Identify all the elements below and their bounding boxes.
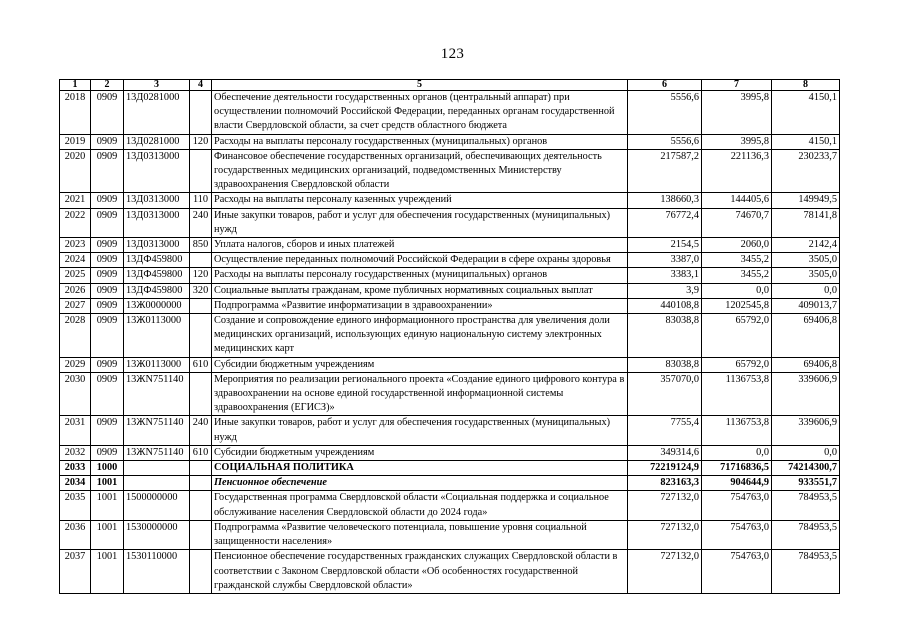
expense-type-cell bbox=[190, 476, 212, 491]
row-number-cell: 2033 bbox=[60, 461, 91, 476]
amount-cell: 933551,7 bbox=[772, 476, 840, 491]
amount-cell: 784953,5 bbox=[772, 520, 840, 549]
amount-cell: 72219124,9 bbox=[628, 461, 702, 476]
table-row bbox=[60, 357, 840, 372]
amount-cell: 357070,0 bbox=[628, 372, 702, 416]
article-code-cell: 1530000000 bbox=[124, 520, 190, 549]
row-number-cell: 2037 bbox=[60, 550, 91, 594]
article-code-cell: 13Д0281000 bbox=[124, 134, 190, 149]
amount-cell: 1136753,8 bbox=[702, 416, 772, 445]
table-row bbox=[60, 491, 840, 520]
item-name-cell: Социальные выплаты гражданам, кроме публичных нормативных социальных выплат bbox=[212, 283, 628, 298]
amount-cell: 727132,0 bbox=[628, 520, 702, 549]
column-header: 8 bbox=[772, 80, 840, 91]
amount-cell: 3,9 bbox=[628, 283, 702, 298]
section-code-cell: 0909 bbox=[91, 283, 124, 298]
amount-cell: 2142,4 bbox=[772, 238, 840, 253]
article-code-cell: 13ДФ459800 bbox=[124, 268, 190, 283]
amount-cell: 823163,3 bbox=[628, 476, 702, 491]
amount-cell: 3383,1 bbox=[628, 268, 702, 283]
row-number-cell: 2028 bbox=[60, 314, 91, 358]
amount-cell: 339606,9 bbox=[772, 372, 840, 416]
article-code-cell: 13Ж0113000 bbox=[124, 314, 190, 358]
item-name-cell: СОЦИАЛЬНАЯ ПОЛИТИКА bbox=[212, 461, 628, 476]
article-code-cell bbox=[124, 461, 190, 476]
amount-cell: 784953,5 bbox=[772, 550, 840, 594]
row-number-cell: 2024 bbox=[60, 253, 91, 268]
page-number: 123 bbox=[440, 46, 465, 62]
table-row bbox=[60, 298, 840, 313]
row-number-cell: 2030 bbox=[60, 372, 91, 416]
table-header-row bbox=[60, 80, 840, 91]
amount-cell: 339606,9 bbox=[772, 416, 840, 445]
article-code-cell: 13ЖN751140 bbox=[124, 416, 190, 445]
section-code-cell: 0909 bbox=[91, 314, 124, 358]
amount-cell: 5556,6 bbox=[628, 91, 702, 135]
expense-type-cell bbox=[190, 461, 212, 476]
expense-type-cell: 850 bbox=[190, 238, 212, 253]
table-row bbox=[60, 193, 840, 208]
amount-cell: 138660,3 bbox=[628, 193, 702, 208]
amount-cell: 3995,8 bbox=[702, 91, 772, 135]
table-body bbox=[60, 91, 840, 594]
section-code-cell: 0909 bbox=[91, 445, 124, 460]
amount-cell: 149949,5 bbox=[772, 193, 840, 208]
article-code-cell: 13Д0313000 bbox=[124, 238, 190, 253]
row-number-cell: 2031 bbox=[60, 416, 91, 445]
amount-cell: 3505,0 bbox=[772, 253, 840, 268]
amount-cell: 144405,6 bbox=[702, 193, 772, 208]
table-row bbox=[60, 445, 840, 460]
section-code-cell: 0909 bbox=[91, 416, 124, 445]
amount-cell: 0,0 bbox=[772, 283, 840, 298]
item-name-cell: Расходы на выплаты персоналу казенных учреждений bbox=[212, 193, 628, 208]
amount-cell: 754763,0 bbox=[702, 491, 772, 520]
article-code-cell: 13ДФ459800 bbox=[124, 253, 190, 268]
item-name-cell: Создание и сопровождение единого информационного пространства для увеличения доли медицинских организаций, использующих единую национальную систему электронных медицинских карт bbox=[212, 314, 628, 358]
item-name-cell: Мероприятия по реализации регионального проекта «Создание единого цифрового контура в здравоохранении на основе единой государственной информационной системы здравоохранения (ЕГИСЗ)» bbox=[212, 372, 628, 416]
item-name-cell: Государственная программа Свердловской области «Социальная поддержка и социальное обслуживание населения Свердловской области до 2024 года» bbox=[212, 491, 628, 520]
amount-cell: 349314,6 bbox=[628, 445, 702, 460]
column-header: 2 bbox=[91, 80, 124, 91]
expense-type-cell: 240 bbox=[190, 208, 212, 237]
row-number-cell: 2025 bbox=[60, 268, 91, 283]
amount-cell: 74214300,7 bbox=[772, 461, 840, 476]
amount-cell: 5556,6 bbox=[628, 134, 702, 149]
expense-type-cell bbox=[190, 550, 212, 594]
expense-type-cell bbox=[190, 298, 212, 313]
table-row bbox=[60, 208, 840, 237]
row-number-cell: 2034 bbox=[60, 476, 91, 491]
amount-cell: 904644,9 bbox=[702, 476, 772, 491]
amount-cell: 3505,0 bbox=[772, 268, 840, 283]
amount-cell: 754763,0 bbox=[702, 550, 772, 594]
item-name-cell: Субсидии бюджетным учреждениям bbox=[212, 445, 628, 460]
article-code-cell: 13Ж0113000 bbox=[124, 357, 190, 372]
article-code-cell: 13ДФ459800 bbox=[124, 283, 190, 298]
row-number-cell: 2021 bbox=[60, 193, 91, 208]
table-row bbox=[60, 314, 840, 358]
expense-type-cell bbox=[190, 253, 212, 268]
article-code-cell bbox=[124, 476, 190, 491]
row-number-cell: 2027 bbox=[60, 298, 91, 313]
item-name-cell: Финансовое обеспечение государственных организаций, обеспечивающих деятельность государственных медицинских организаций, подведомственных Министерству здравоохранения Свердловской области bbox=[212, 149, 628, 193]
amount-cell: 3995,8 bbox=[702, 134, 772, 149]
amount-cell: 76772,4 bbox=[628, 208, 702, 237]
item-name-cell: Субсидии бюджетным учреждениям bbox=[212, 357, 628, 372]
article-code-cell: 13Д0281000 bbox=[124, 91, 190, 135]
amount-cell: 409013,7 bbox=[772, 298, 840, 313]
item-name-cell: Иные закупки товаров, работ и услуг для обеспечения государственных (муниципальных) нужд bbox=[212, 416, 628, 445]
column-header: 5 bbox=[212, 80, 628, 91]
column-header: 4 bbox=[190, 80, 212, 91]
table-row bbox=[60, 372, 840, 416]
row-number-cell: 2023 bbox=[60, 238, 91, 253]
section-code-cell: 0909 bbox=[91, 253, 124, 268]
item-name-cell: Пенсионное обеспечение bbox=[212, 476, 628, 491]
expense-type-cell: 240 bbox=[190, 416, 212, 445]
row-number-cell: 2020 bbox=[60, 149, 91, 193]
amount-cell: 3387,0 bbox=[628, 253, 702, 268]
expense-type-cell bbox=[190, 149, 212, 193]
row-number-cell: 2032 bbox=[60, 445, 91, 460]
section-code-cell: 0909 bbox=[91, 372, 124, 416]
item-name-cell: Обеспечение деятельности государственных органов (центральный аппарат) при осуществлении полномочий Российской Федерации, переданных органам государственной власти Свердловской области, за счет средств областного бюджета bbox=[212, 91, 628, 135]
amount-cell: 4150,1 bbox=[772, 134, 840, 149]
section-code-cell: 0909 bbox=[91, 134, 124, 149]
amount-cell: 0,0 bbox=[702, 283, 772, 298]
section-code-cell: 1000 bbox=[91, 461, 124, 476]
amount-cell: 83038,8 bbox=[628, 314, 702, 358]
amount-cell: 727132,0 bbox=[628, 491, 702, 520]
amount-cell: 65792,0 bbox=[702, 357, 772, 372]
article-code-cell: 13Д0313000 bbox=[124, 208, 190, 237]
section-code-cell: 0909 bbox=[91, 91, 124, 135]
expense-type-cell: 320 bbox=[190, 283, 212, 298]
row-number-cell: 2019 bbox=[60, 134, 91, 149]
column-header: 7 bbox=[702, 80, 772, 91]
amount-cell: 78141,8 bbox=[772, 208, 840, 237]
table-row bbox=[60, 238, 840, 253]
article-code-cell: 13Д0313000 bbox=[124, 193, 190, 208]
table-row bbox=[60, 550, 840, 594]
amount-cell: 1202545,8 bbox=[702, 298, 772, 313]
table-row bbox=[60, 253, 840, 268]
article-code-cell: 13ЖN751140 bbox=[124, 445, 190, 460]
amount-cell: 2154,5 bbox=[628, 238, 702, 253]
row-number-cell: 2018 bbox=[60, 91, 91, 135]
row-number-cell: 2035 bbox=[60, 491, 91, 520]
section-code-cell: 0909 bbox=[91, 357, 124, 372]
amount-cell: 221136,3 bbox=[702, 149, 772, 193]
expense-type-cell: 610 bbox=[190, 357, 212, 372]
section-code-cell: 0909 bbox=[91, 149, 124, 193]
row-number-cell: 2022 bbox=[60, 208, 91, 237]
expense-type-cell bbox=[190, 314, 212, 358]
amount-cell: 2060,0 bbox=[702, 238, 772, 253]
item-name-cell: Расходы на выплаты персоналу государственных (муниципальных) органов bbox=[212, 134, 628, 149]
expense-type-cell: 110 bbox=[190, 193, 212, 208]
expense-type-cell: 120 bbox=[190, 268, 212, 283]
expense-type-cell bbox=[190, 491, 212, 520]
row-number-cell: 2036 bbox=[60, 520, 91, 549]
table-row bbox=[60, 461, 840, 476]
item-name-cell: Иные закупки товаров, работ и услуг для обеспечения государственных (муниципальных) нужд bbox=[212, 208, 628, 237]
item-name-cell: Подпрограмма «Развитие информатизации в здравоохранении» bbox=[212, 298, 628, 313]
article-code-cell: 1500000000 bbox=[124, 491, 190, 520]
expense-type-cell bbox=[190, 91, 212, 135]
section-code-cell: 0909 bbox=[91, 238, 124, 253]
column-header: 3 bbox=[124, 80, 190, 91]
amount-cell: 3455,2 bbox=[702, 268, 772, 283]
table-row bbox=[60, 134, 840, 149]
article-code-cell: 1530110000 bbox=[124, 550, 190, 594]
item-name-cell: Подпрограмма «Развитие человеческого потенциала, повышение уровня социальной защищенности населения» bbox=[212, 520, 628, 549]
section-code-cell: 1001 bbox=[91, 491, 124, 520]
expense-type-cell: 120 bbox=[190, 134, 212, 149]
amount-cell: 217587,2 bbox=[628, 149, 702, 193]
item-name-cell: Пенсионное обеспечение государственных гражданских служащих Свердловской области в соответствии с Законом Свердловской области «Об особенностях государственной гражданской службы Свердловской области» bbox=[212, 550, 628, 594]
item-name-cell: Уплата налогов, сборов и иных платежей bbox=[212, 238, 628, 253]
amount-cell: 83038,8 bbox=[628, 357, 702, 372]
amount-cell: 1136753,8 bbox=[702, 372, 772, 416]
section-code-cell: 0909 bbox=[91, 298, 124, 313]
table-row bbox=[60, 520, 840, 549]
amount-cell: 4150,1 bbox=[772, 91, 840, 135]
table-row bbox=[60, 416, 840, 445]
amount-cell: 3455,2 bbox=[702, 253, 772, 268]
amount-cell: 727132,0 bbox=[628, 550, 702, 594]
table-row bbox=[60, 91, 840, 135]
section-code-cell: 1001 bbox=[91, 550, 124, 594]
section-code-cell: 1001 bbox=[91, 520, 124, 549]
table-row bbox=[60, 476, 840, 491]
section-code-cell: 0909 bbox=[91, 208, 124, 237]
amount-cell: 65792,0 bbox=[702, 314, 772, 358]
amount-cell: 784953,5 bbox=[772, 491, 840, 520]
section-code-cell: 0909 bbox=[91, 193, 124, 208]
amount-cell: 440108,8 bbox=[628, 298, 702, 313]
section-code-cell: 1001 bbox=[91, 476, 124, 491]
item-name-cell: Расходы на выплаты персоналу государственных (муниципальных) органов bbox=[212, 268, 628, 283]
row-number-cell: 2029 bbox=[60, 357, 91, 372]
article-code-cell: 13Ж0000000 bbox=[124, 298, 190, 313]
expense-type-cell: 610 bbox=[190, 445, 212, 460]
amount-cell: 754763,0 bbox=[702, 520, 772, 549]
section-code-cell: 0909 bbox=[91, 268, 124, 283]
amount-cell: 230233,7 bbox=[772, 149, 840, 193]
table-row bbox=[60, 283, 840, 298]
article-code-cell: 13ЖN751140 bbox=[124, 372, 190, 416]
article-code-cell: 13Д0313000 bbox=[124, 149, 190, 193]
row-number-cell: 2026 bbox=[60, 283, 91, 298]
table-row bbox=[60, 268, 840, 283]
table-row bbox=[60, 149, 840, 193]
column-header: 1 bbox=[60, 80, 91, 91]
amount-cell: 0,0 bbox=[702, 445, 772, 460]
amount-cell: 71716836,5 bbox=[702, 461, 772, 476]
amount-cell: 69406,8 bbox=[772, 357, 840, 372]
amount-cell: 7755,4 bbox=[628, 416, 702, 445]
amount-cell: 69406,8 bbox=[772, 314, 840, 358]
column-header: 6 bbox=[628, 80, 702, 91]
item-name-cell: Осуществление переданных полномочий Российской Федерации в сфере охраны здоровья bbox=[212, 253, 628, 268]
expense-type-cell bbox=[190, 520, 212, 549]
amount-cell: 74670,7 bbox=[702, 208, 772, 237]
budget-table bbox=[59, 79, 840, 594]
amount-cell: 0,0 bbox=[772, 445, 840, 460]
expense-type-cell bbox=[190, 372, 212, 416]
